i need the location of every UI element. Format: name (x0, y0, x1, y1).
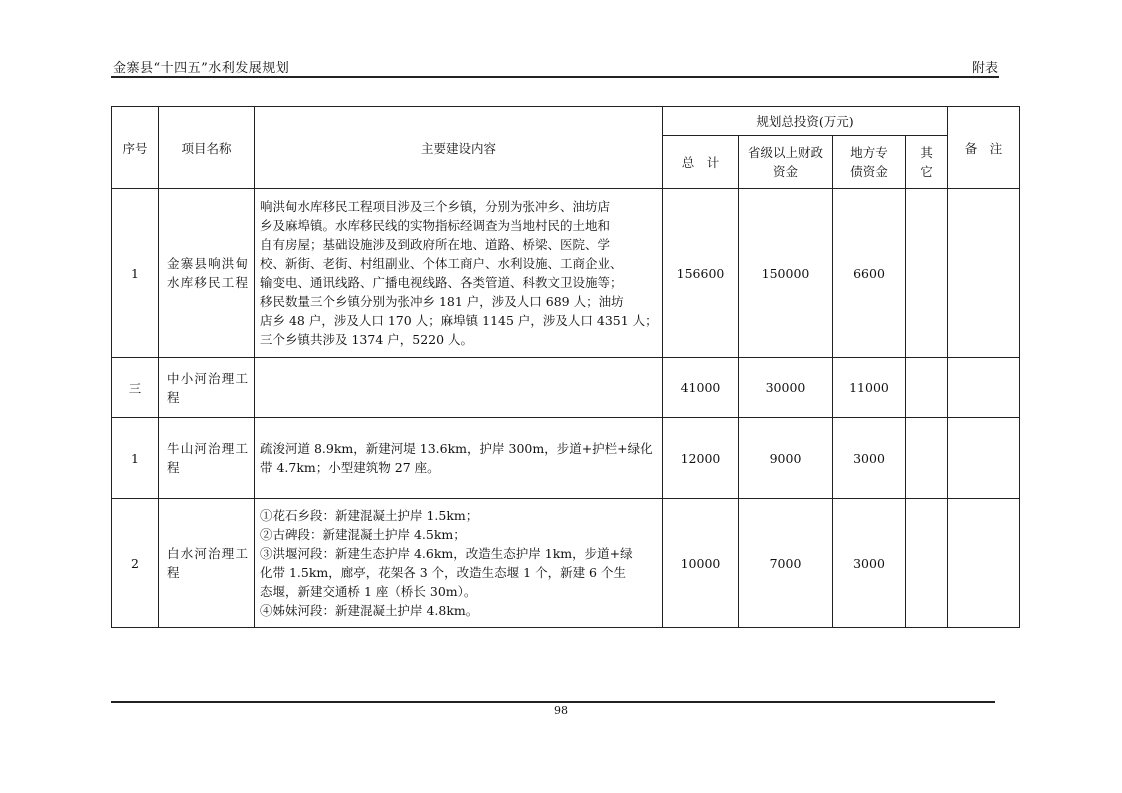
content-line: 移民数量三个乡镇分别为张冲乡 181 户，涉及人口 689 人；油坊 (260, 294, 624, 309)
header-main-content: 主要建设内容 (255, 107, 663, 189)
row-local-bond-funds: 3000 (833, 499, 906, 628)
row-total: 12000 (663, 418, 739, 499)
row-project-name: 金寨县响洪甸水库移民工程 (159, 189, 255, 358)
row-project-name: 白水河治理工程 (159, 499, 255, 628)
header-rule (111, 76, 999, 78)
appendix-label: 附表 (971, 61, 998, 76)
row-other (906, 189, 948, 358)
header-project-name: 项目名称 (159, 107, 255, 189)
table-row (112, 499, 1020, 628)
row-other (906, 499, 948, 628)
row-remarks (948, 189, 1020, 358)
content-line: 输变电、通讯线路、广播电视线路、各类管道、科教文卫设施等； (260, 275, 623, 290)
header-remarks: 备 注 (948, 107, 1020, 189)
header-provincial-funds: 省级以上财政资金 (739, 136, 833, 189)
row-main-content (255, 358, 663, 418)
row-project-name: 牛山河治理工程 (159, 418, 255, 499)
content-line: 校、新街、老街、村组副业、个体工商户、水利设施、工商企业、 (260, 256, 623, 271)
content-line: 态堰，新建交通桥 1 座（桥长 30m）。 (260, 584, 477, 599)
footer-rule (111, 701, 995, 703)
row-provincial-funds: 150000 (739, 189, 833, 358)
page-number: 98 (554, 704, 568, 717)
document-title: 金寨县“十四五”水利发展规划 (113, 61, 290, 76)
content-line: 化带 1.5km，廊亭，花架各 3 个，改造生态堰 1 个，新建 6 个生 (260, 565, 626, 580)
header-total: 总 计 (663, 136, 739, 189)
row-seq: 1 (112, 418, 159, 499)
row-remarks (948, 358, 1020, 418)
row-remarks (948, 499, 1020, 628)
header-investment-group: 规划总投资(万元) (663, 107, 948, 136)
row-local-bond-funds: 6600 (833, 189, 906, 358)
row-provincial-funds: 30000 (739, 358, 833, 418)
row-total: 10000 (663, 499, 739, 628)
row-local-bond-funds: 11000 (833, 358, 906, 418)
row-project-name: 中小河治理工程 (159, 358, 255, 418)
content-line: 三个乡镇共涉及 1374 户，5220 人。 (260, 332, 474, 347)
row-seq: 三 (112, 358, 159, 418)
content-line: 响洪甸水库移民工程项目涉及三个乡镇，分别为张冲乡、油坊店 (260, 199, 611, 214)
row-total: 156600 (663, 189, 739, 358)
row-provincial-funds: 9000 (739, 418, 833, 499)
row-main-content (255, 499, 663, 628)
content-line: ②古碑段：新建混凝土护岸 4.5km； (260, 527, 466, 542)
row-provincial-funds: 7000 (739, 499, 833, 628)
row-other (906, 358, 948, 418)
investment-table (111, 106, 1020, 628)
header-seq: 序号 (112, 107, 159, 189)
content-line: 带 4.7km；小型建筑物 27 座。 (260, 460, 440, 475)
row-main-content (255, 418, 663, 499)
header-other: 其它 (906, 136, 948, 189)
table-row (112, 189, 1020, 358)
row-other (906, 418, 948, 499)
content-line: 疏浚河道 8.9km，新建河堤 13.6km，护岸 300m，步道+护栏+绿化 (260, 441, 653, 456)
content-line: 店乡 48 户，涉及人口 170 人；麻埠镇 1145 户，涉及人口 4351 人； (260, 313, 658, 328)
content-line: 自有房屋；基础设施涉及到政府所在地、道路、桥梁、医院、学 (260, 237, 611, 252)
row-seq: 1 (112, 189, 159, 358)
row-local-bond-funds: 3000 (833, 418, 906, 499)
content-line: 乡及麻埠镇。水库移民线的实物指标经调查为当地村民的土地和 (260, 218, 611, 233)
content-line: ①花石乡段：新建混凝土护岸 1.5km； (260, 508, 479, 523)
table-row (112, 418, 1020, 499)
row-seq: 2 (112, 499, 159, 628)
row-remarks (948, 418, 1020, 499)
content-line: ③洪堰河段：新建生态护岸 4.6km，改造生态护岸 1km，步道+绿 (260, 546, 633, 561)
header-local-bond-funds: 地方专债资金 (833, 136, 906, 189)
content-line: ④姊妹河段：新建混凝土护岸 4.8km。 (260, 603, 479, 618)
row-total: 41000 (663, 358, 739, 418)
row-main-content (255, 189, 663, 358)
table-row (112, 358, 1020, 418)
